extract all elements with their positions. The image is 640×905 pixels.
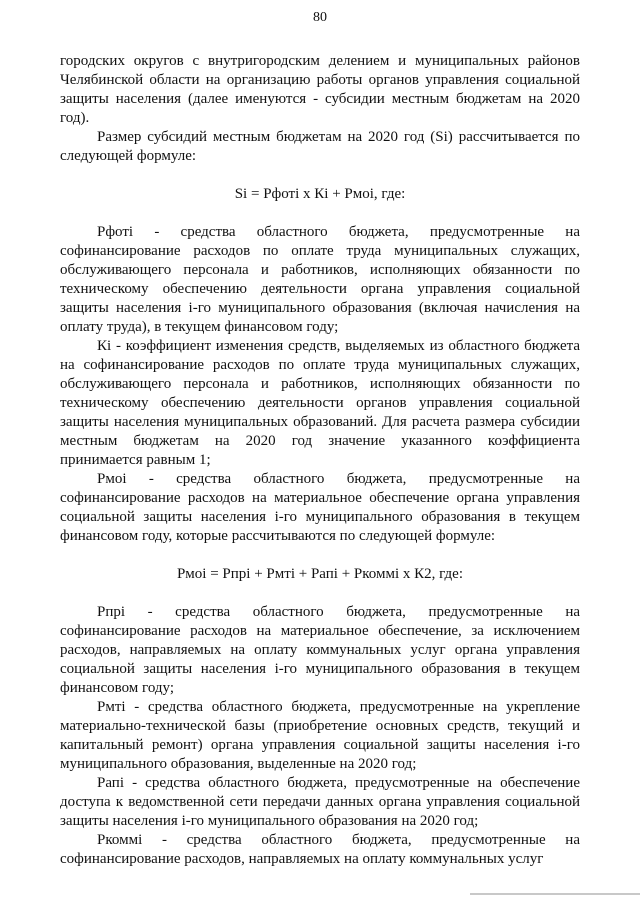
paragraph-pmo: Рмоi - средства областного бюджета, предусмотренные на софинансирование расходов на материальное обеспечение органа управления социальной защиты населения i-го муниципального образования в текущем финансовом году, которые рассчитываются по следующей формуле: xyxy=(60,471,580,544)
document-body xyxy=(60,52,580,869)
page-number: 80 xyxy=(313,10,327,25)
paragraph-ki: Кi - коэффициент изменения средств, выделяемых из областного бюджета на софинансирование расходов по оплате труда муниципальных служащих, обслуживающего персонала и работников, исполняющих обязанности по техническому обеспечению деятельности органов управления социальной защиты населения муниципальных образований. Для расчета размера субсидии местным бюджетам на 2020 год значение указанного коэффициента принимается равным 1; xyxy=(60,338,580,468)
paragraph-subsidy-size: Размер субсидий местным бюджетам на 2020 год (Si) рассчитывается по следующей формуле: xyxy=(60,129,580,164)
scan-edge-divider xyxy=(470,893,640,895)
paragraph-intro: городских округов с внутригородским делением и муниципальных районов Челябинской области на организацию работы органов управления социальной защиты населения (далее именуются - субсидии местным бюджетам на 2020 год). xyxy=(60,53,580,126)
formula-si: Si = Pфотi х Кi + Рмоi, где: xyxy=(234,186,406,202)
paragraph-pmt: Рмтi - средства областного бюджета, предусмотренные на укрепление материально-технической базы (приобретение основных средств, текущий и капитальный ремонт) органа управления социальной защиты населения i-го муниципального образования, выделенные на 2020 год; xyxy=(60,699,580,772)
formula-pmo: Рмоi = Рпрi + Рмтi + Рапi + Ркоммi х К2, где: xyxy=(176,566,464,582)
paragraph-pap: Рапi - средства областного бюджета, предусмотренные на обеспечение доступа к ведомственной сети передачи данных органа управления социальной защиты населения i-го муниципального образования на 2020 год; xyxy=(60,775,580,829)
paragraph-pfot: Рфотi - средства областного бюджета, предусмотренные на софинансирование расходов по оплате труда муниципальных служащих, обслуживающего персонала и работников, исполняющих обязанности по техническому обеспечению деятельности органа управления социальной защиты населения i-го муниципального образования (включая начисления на оплату труда), в текущем финансовом году; xyxy=(60,224,580,335)
paragraph-pkomm: Ркоммi - средства областного бюджета, предусмотренные на софинансирование расходов, направляемых на оплату коммунальных услуг xyxy=(60,832,580,867)
paragraph-ppr: Рпрi - средства областного бюджета, предусмотренные на софинансирование расходов на материальное обеспечение, за исключением расходов, направляемых на оплату коммунальных услуг органа управления социальной защиты населения i-го муниципального образования в текущем финансовом году; xyxy=(60,604,580,696)
